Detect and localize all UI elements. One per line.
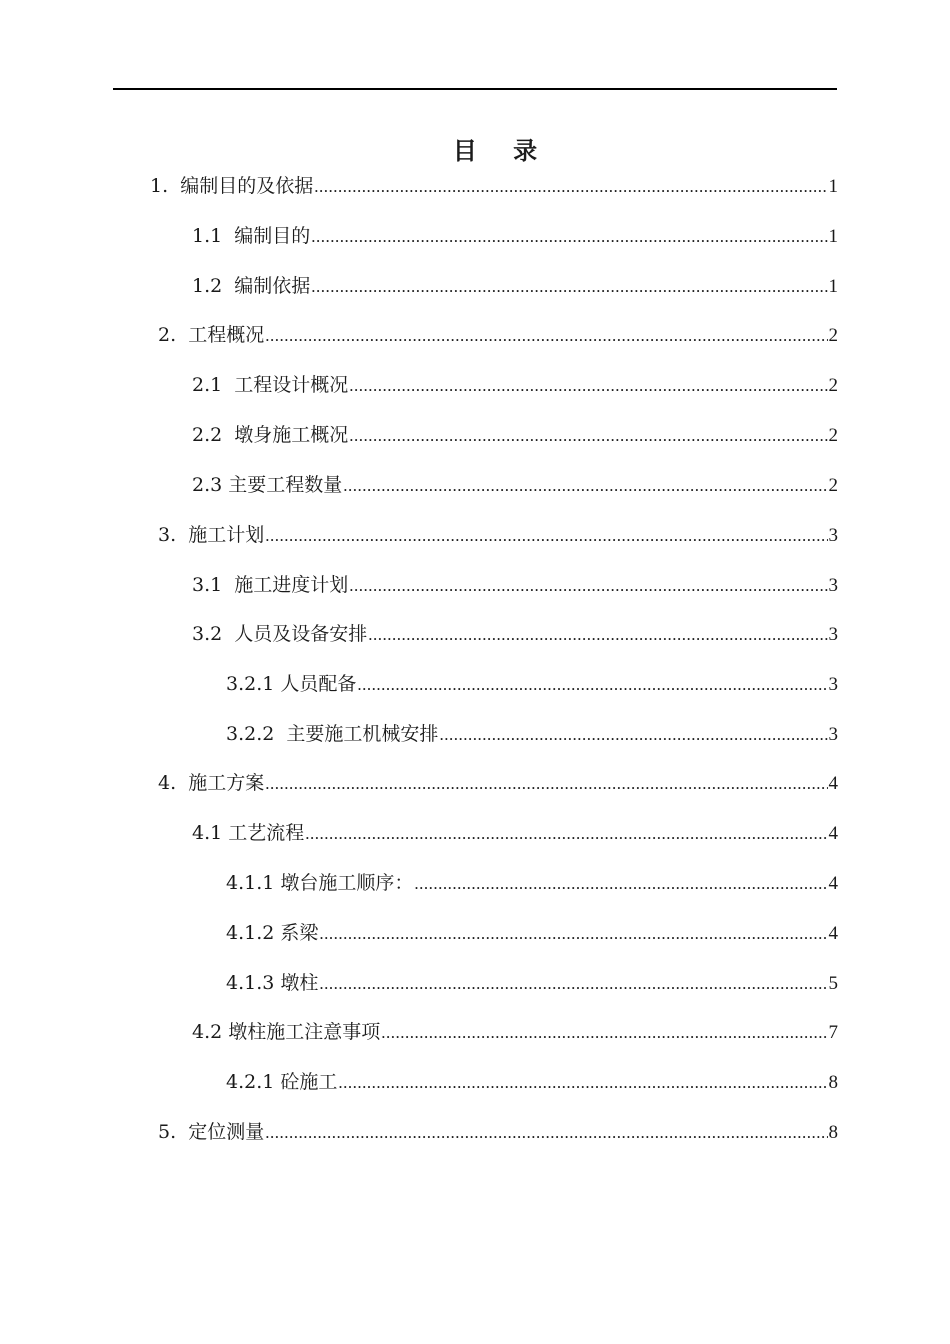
toc-leader-dots [368, 618, 827, 651]
toc-entry-4[interactable] [158, 767, 838, 799]
toc-leader-dots [311, 270, 827, 303]
toc-leader-dots [349, 569, 827, 602]
toc-leader-dots [439, 718, 827, 751]
toc-entry-label: 3.1 施工进度计划 [192, 574, 349, 596]
toc-entry-label: 4.1 工艺流程 [192, 822, 305, 844]
toc-page-number: 2 [828, 425, 838, 446]
toc-title: 目 录 [452, 136, 552, 165]
toc-entry-1-2[interactable] [192, 270, 838, 302]
toc-page-number: 3 [828, 724, 838, 745]
toc-page-number: 8 [828, 1072, 838, 1093]
toc-entry-label: 3.2.1 人员配备 [226, 673, 357, 695]
toc-page-number: 2 [828, 475, 838, 496]
toc-entry-label: 2.2 墩身施工概况 [192, 424, 349, 446]
toc-entry-3-2-1[interactable] [226, 668, 838, 700]
toc-leader-dots [349, 419, 827, 452]
toc-leader-dots [319, 917, 827, 950]
toc-entry-label: 3.2.2 主要施工机械安排 [226, 723, 439, 745]
toc-page-number: 3 [828, 624, 838, 645]
toc-leader-dots [414, 867, 827, 900]
toc-entry-4-2[interactable] [192, 1016, 838, 1048]
toc-entry-label: 2.3 主要工程数量 [192, 474, 343, 496]
toc-leader-dots [357, 668, 827, 701]
toc-leader-dots [265, 767, 827, 800]
toc-entry-2[interactable] [158, 319, 838, 351]
toc-entry-label: 1.1 编制目的 [192, 225, 311, 247]
toc-page-number: 1 [828, 226, 838, 247]
toc-entry-4-1-2[interactable] [226, 917, 838, 949]
toc-leader-dots [314, 170, 827, 203]
toc-entry-label: 4.2 墩柱施工注意事项 [192, 1021, 381, 1043]
toc-leader-dots [311, 220, 827, 253]
toc-page-number: 4 [828, 873, 838, 894]
toc-entry-label: 1.2 编制依据 [192, 275, 311, 297]
toc-leader-dots [381, 1016, 827, 1049]
toc-page-number: 3 [828, 575, 838, 596]
toc-entry-label: 4.1.2 系梁 [226, 922, 319, 944]
toc-entry-label: 2. 工程概况 [158, 324, 265, 346]
toc-leader-dots [343, 469, 827, 502]
toc-entry-3[interactable] [158, 519, 838, 551]
toc-entry-1-1[interactable] [192, 220, 838, 252]
toc-entry-label: 3. 施工计划 [158, 524, 265, 546]
toc-page-number: 1 [828, 276, 838, 297]
toc-leader-dots [265, 1116, 827, 1149]
toc-entry-3-2[interactable] [192, 618, 838, 650]
toc-entry-1[interactable] [150, 170, 838, 202]
toc-page-number: 2 [828, 375, 838, 396]
toc-entry-2-1[interactable] [192, 369, 838, 401]
toc-entry-label: 3.2 人员及设备安排 [192, 623, 368, 645]
toc-page-number: 7 [828, 1022, 838, 1043]
toc-entry-2-2[interactable] [192, 419, 838, 451]
toc-entry-4-2-1[interactable] [226, 1066, 838, 1098]
toc-page-number: 3 [828, 525, 838, 546]
toc-entry-4-1-1[interactable] [226, 867, 838, 899]
toc-entry-label: 2.1 工程设计概况 [192, 374, 349, 396]
toc-entry-4-1-3[interactable] [226, 967, 838, 999]
toc-page-number: 3 [828, 674, 838, 695]
toc-leader-dots [349, 369, 827, 402]
toc-entry-3-1[interactable] [192, 569, 838, 601]
toc-page-number: 4 [828, 823, 838, 844]
toc-leader-dots [265, 319, 827, 352]
toc-page-number: 1 [828, 176, 838, 197]
toc-entry-label: 4.2.1 砼施工 [226, 1071, 338, 1093]
toc-page-number: 4 [828, 923, 838, 944]
toc-entry-label: 4.1.1 墩台施工顺序： [226, 872, 414, 894]
toc-leader-dots [305, 817, 827, 850]
toc-entry-2-3[interactable] [192, 469, 838, 501]
toc-leader-dots [265, 519, 827, 552]
toc-entry-3-2-2[interactable] [226, 718, 838, 750]
header-rule [113, 88, 837, 90]
toc-page-number: 8 [828, 1122, 838, 1143]
toc-page-number: 4 [828, 773, 838, 794]
toc-leader-dots [338, 1066, 827, 1099]
toc-entry-label: 4.1.3 墩柱 [226, 972, 319, 994]
toc-leader-dots [319, 967, 827, 1000]
toc-entry-label: 4. 施工方案 [158, 772, 265, 794]
toc-entry-label: 1. 编制目的及依据 [150, 175, 314, 197]
toc-entry-label: 5. 定位测量 [158, 1121, 265, 1143]
toc-entry-5[interactable] [158, 1116, 838, 1148]
toc-page-number: 2 [828, 325, 838, 346]
toc-page-number: 5 [828, 973, 838, 994]
toc-entry-4-1[interactable] [192, 817, 838, 849]
